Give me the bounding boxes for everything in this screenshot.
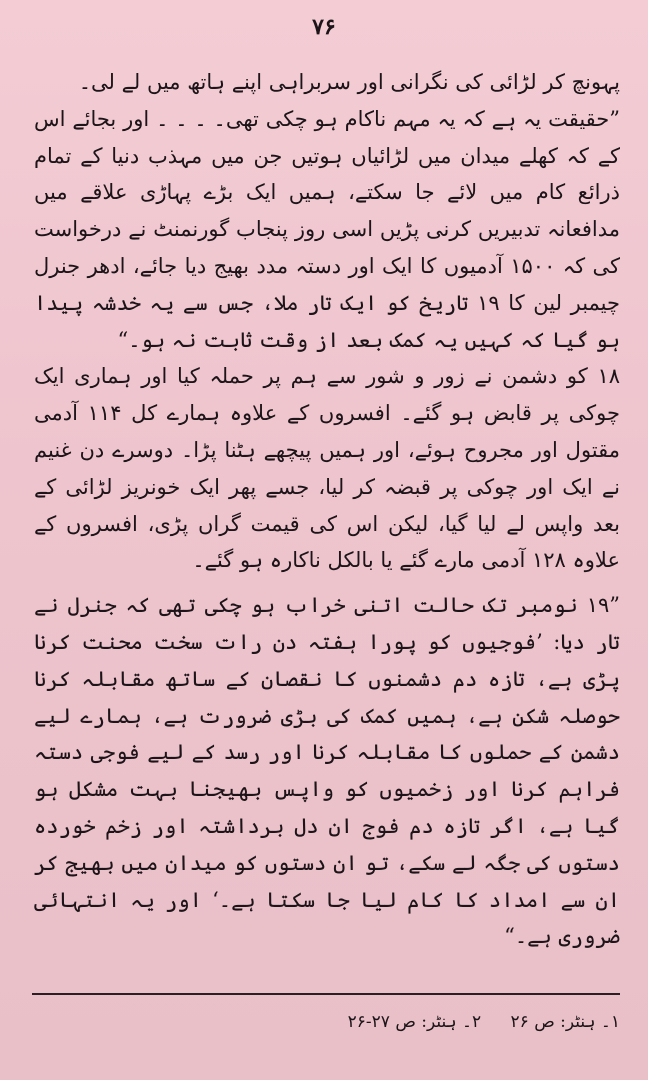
page-body: [34, 64, 620, 955]
footnote-divider: [32, 993, 620, 995]
page-number: ۷۶: [312, 14, 336, 40]
footnote: ۲۔ ہنٹر: ص ۲۷-۲۶: [347, 1012, 482, 1032]
paragraph: ۱۸ کو دشمن نے زور و شور سے ہم پر حملہ کیا اور ہماری ایک چوکی پر قابض ہو گئے۔ افسروں کے علاوہ ہمارے کل ۱۱۴ آدمی مقتول اور مجروح ہوئے، اور ہمیں پیچھے ہٹنا پڑا۔ دوسرے دن غنیم نے ایک اور چوکی پر قبضہ کر لیا، جسے پھر ایک خونریز لڑائی کے بعد واپس لے لیا گیا، لیکن اس کی قیمت گراں پڑی، افسروں کے علاوہ ۱۲۸ آدمی مارے گئے یا بالکل ناکارہ ہو گئے۔: [34, 364, 620, 573]
footnote: ۱۔ ہنٹر: ص ۲۶: [510, 1012, 620, 1032]
paragraph: پہونچ کر لڑائی کی نگرانی اور سربراہی اپنے ہاتھ میں لے لی۔: [78, 70, 620, 94]
paragraph: ”۱۹ نومبر تک حالت اتنی خراب ہو چکی تھی کہ جنرل نے تار دیا: ’فوجیوں کو پورا ہفتہ دن رات سخت محنت کرنا پڑی ہے، تازہ دم دشمنوں کا نقصان کے ساتھ مقابلہ کرنا حوصلہ شکن ہے، ہمیں کمک کی بڑی ضرورت ہے، ہمارے لیے دشمن کے حملوں کا مقابلہ کرنا اور رسد کے لیے فوجی دستہ فراہم کرنا اور زخمیوں کو واپس بھیجنا بہت مشکل ہو گیا ہے، اگر تازہ دم فوج ان دل برداشتہ اور زخم خوردہ دستوں کی جگہ لے سکے، تو ان دستوں کو میدان میں بھیج کر ان سے امداد کا کام لیا جا سکتا ہے۔‘ اور یہ انتہائی ضروری ہے۔“: [34, 593, 620, 949]
paragraph: ”حقیقت یہ ہے کہ یہ مہم ناکام ہو چکی تھی۔ ۔ ۔ ۔ اور بجائے اس کے کہ کھلے میدان میں لڑائیاں ہوتیں جن میں مہذب دنیا کے تمام ذرائع کام میں لائے جا سکتے، ہمیں ایک بڑے پہاڑی علاقے میں مدافعانہ تدبیریں کرنی پڑیں اسی روز پنجاب گورنمنٹ نے درخواست کی کہ ۱۵۰۰ آدمیوں کا ایک اور دستہ مدد بھیج دیا جائے، ادھر جنرل چیمبر لین کا ۱۹ تاریخ کو ایک تار ملا، جس سے یہ خدشہ پیدا ہو گیا کہ کہیں یہ کمک بعد از وقت ثابت نہ ہو۔“: [34, 106, 621, 352]
footnotes: [34, 1008, 620, 1036]
